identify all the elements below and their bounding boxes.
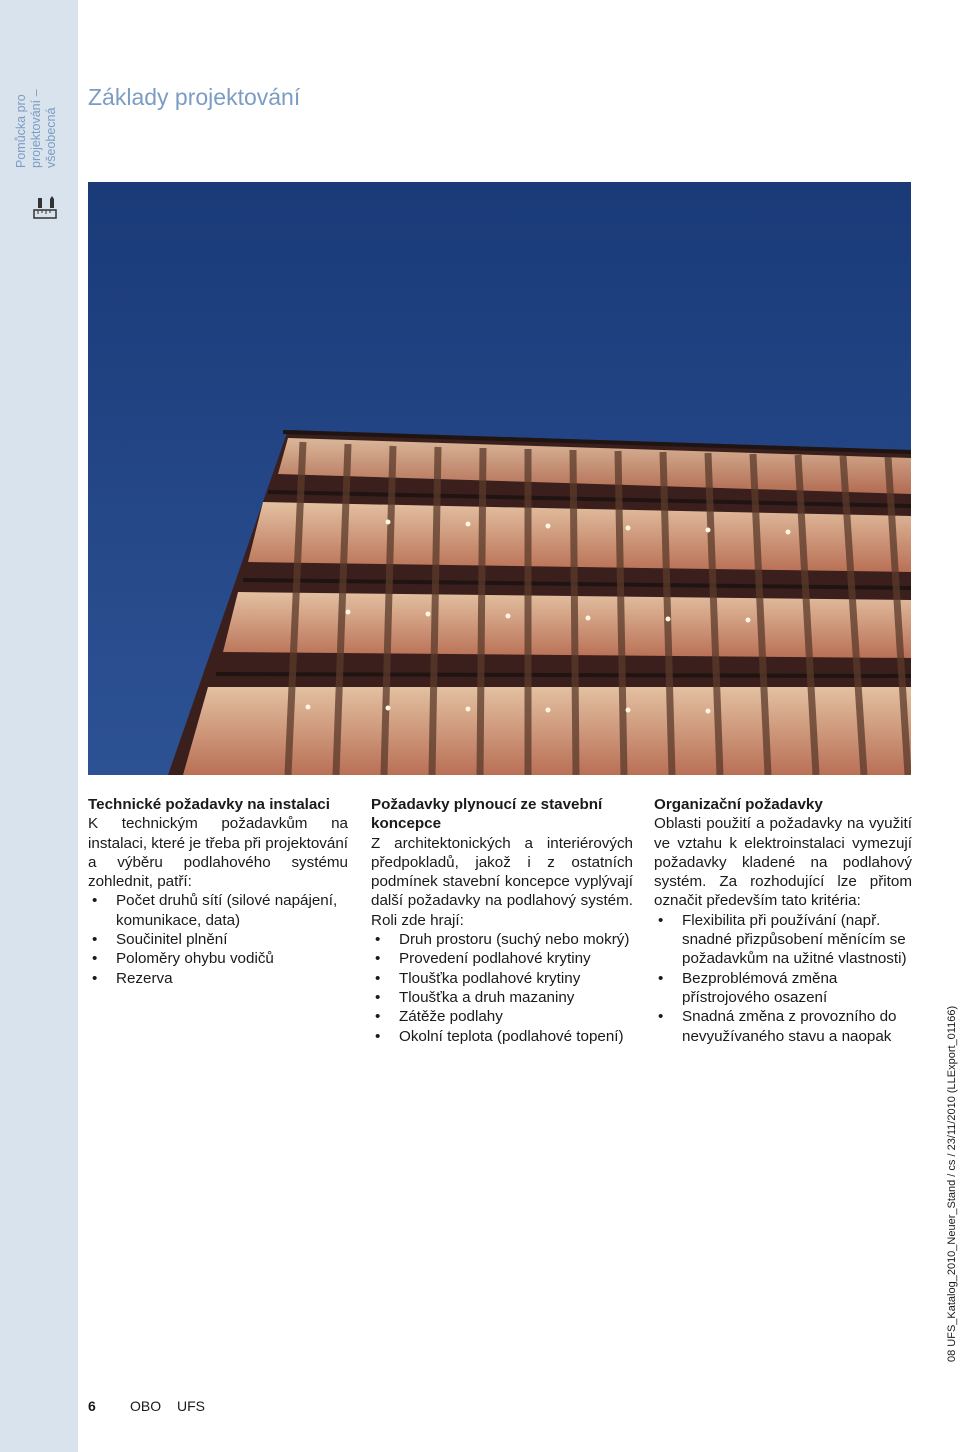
- section-intro: Z architektonických a interiérových předpokladů, jakož i z ostatních podmínek stavební koncepce vyplývají další požadavky na podlahový systém. Roli zde hrají:: [371, 834, 633, 929]
- list-item: • Okolní teplota (podlahové topení): [371, 1027, 633, 1046]
- sidebar-label: [14, 78, 59, 168]
- section-intro: Oblasti použití a požadavky na využití ve vztahu k elektroinstalaci vymezují požadavky kladené na podlahový systém. Za rozhodující lze přitom označit především tato kritéria:: [654, 815, 912, 910]
- list-item: • Snadná změna z provozního do nevyužívaného stavu a naopak: [654, 1007, 912, 1046]
- list-item: • Počet druhů sítí (silové napájení, komunikace, data): [88, 891, 348, 930]
- ruler-pencil-icon: [32, 196, 60, 224]
- sidebar-label-line: projektování –: [29, 89, 43, 168]
- section-heading: Organizační požadavky: [654, 796, 823, 813]
- list-item: • Zátěže podlahy: [371, 1007, 633, 1026]
- column-building-concept: [371, 795, 633, 1046]
- page-title: Základy projektování: [88, 84, 301, 110]
- list-item: • Bezproblémová změna přístrojového osazení: [654, 969, 912, 1008]
- page-number: 6: [88, 1398, 96, 1414]
- column-technical-requirements: [88, 795, 348, 988]
- sidebar-label-line: všeobecná: [44, 107, 58, 168]
- page-footer: [88, 1398, 205, 1414]
- section-heading: Technické požadavky na instalaci: [88, 796, 330, 813]
- footer-brand: OBO: [130, 1398, 162, 1414]
- section-heading: Požadavky plynoucí ze stavební koncepce: [371, 796, 603, 833]
- list-item: • Provedení podlahové krytiny: [371, 949, 633, 968]
- list-item: • Tloušťka podlahové krytiny: [371, 969, 633, 988]
- list-item: • Druh prostoru (suchý nebo mokrý): [371, 930, 633, 949]
- list-item: • Součinitel plnění: [88, 930, 348, 949]
- column-organizational-requirements: [654, 795, 912, 1046]
- bullet-list: [371, 930, 633, 1046]
- bullet-list: [88, 891, 348, 987]
- footer-product: UFS: [177, 1398, 205, 1414]
- bullet-list: [654, 911, 912, 1046]
- catalog-code: 08 UFS_Katalog_2010_Neuer_Stand / cs / 23/11/2010 (LLExport_01166): [946, 1005, 958, 1362]
- list-item: • Rezerva: [88, 969, 348, 988]
- section-intro: K technickým požadavkům na instalaci, které je třeba při projektování a výběru podlahového systému zohlednit, patří:: [88, 815, 349, 891]
- sidebar: [0, 0, 78, 1452]
- sidebar-label-line: Pomůcka pro: [14, 94, 28, 168]
- list-item: • Flexibilita při používání (např. snadné přizpůsobení měnícím se požadavkům na užitné vlastnosti): [654, 911, 912, 969]
- list-item: • Tloušťka a druh mazaniny: [371, 988, 633, 1007]
- list-item: • Poloměry ohybu vodičů: [88, 949, 348, 968]
- building-facade-photo: [88, 182, 911, 775]
